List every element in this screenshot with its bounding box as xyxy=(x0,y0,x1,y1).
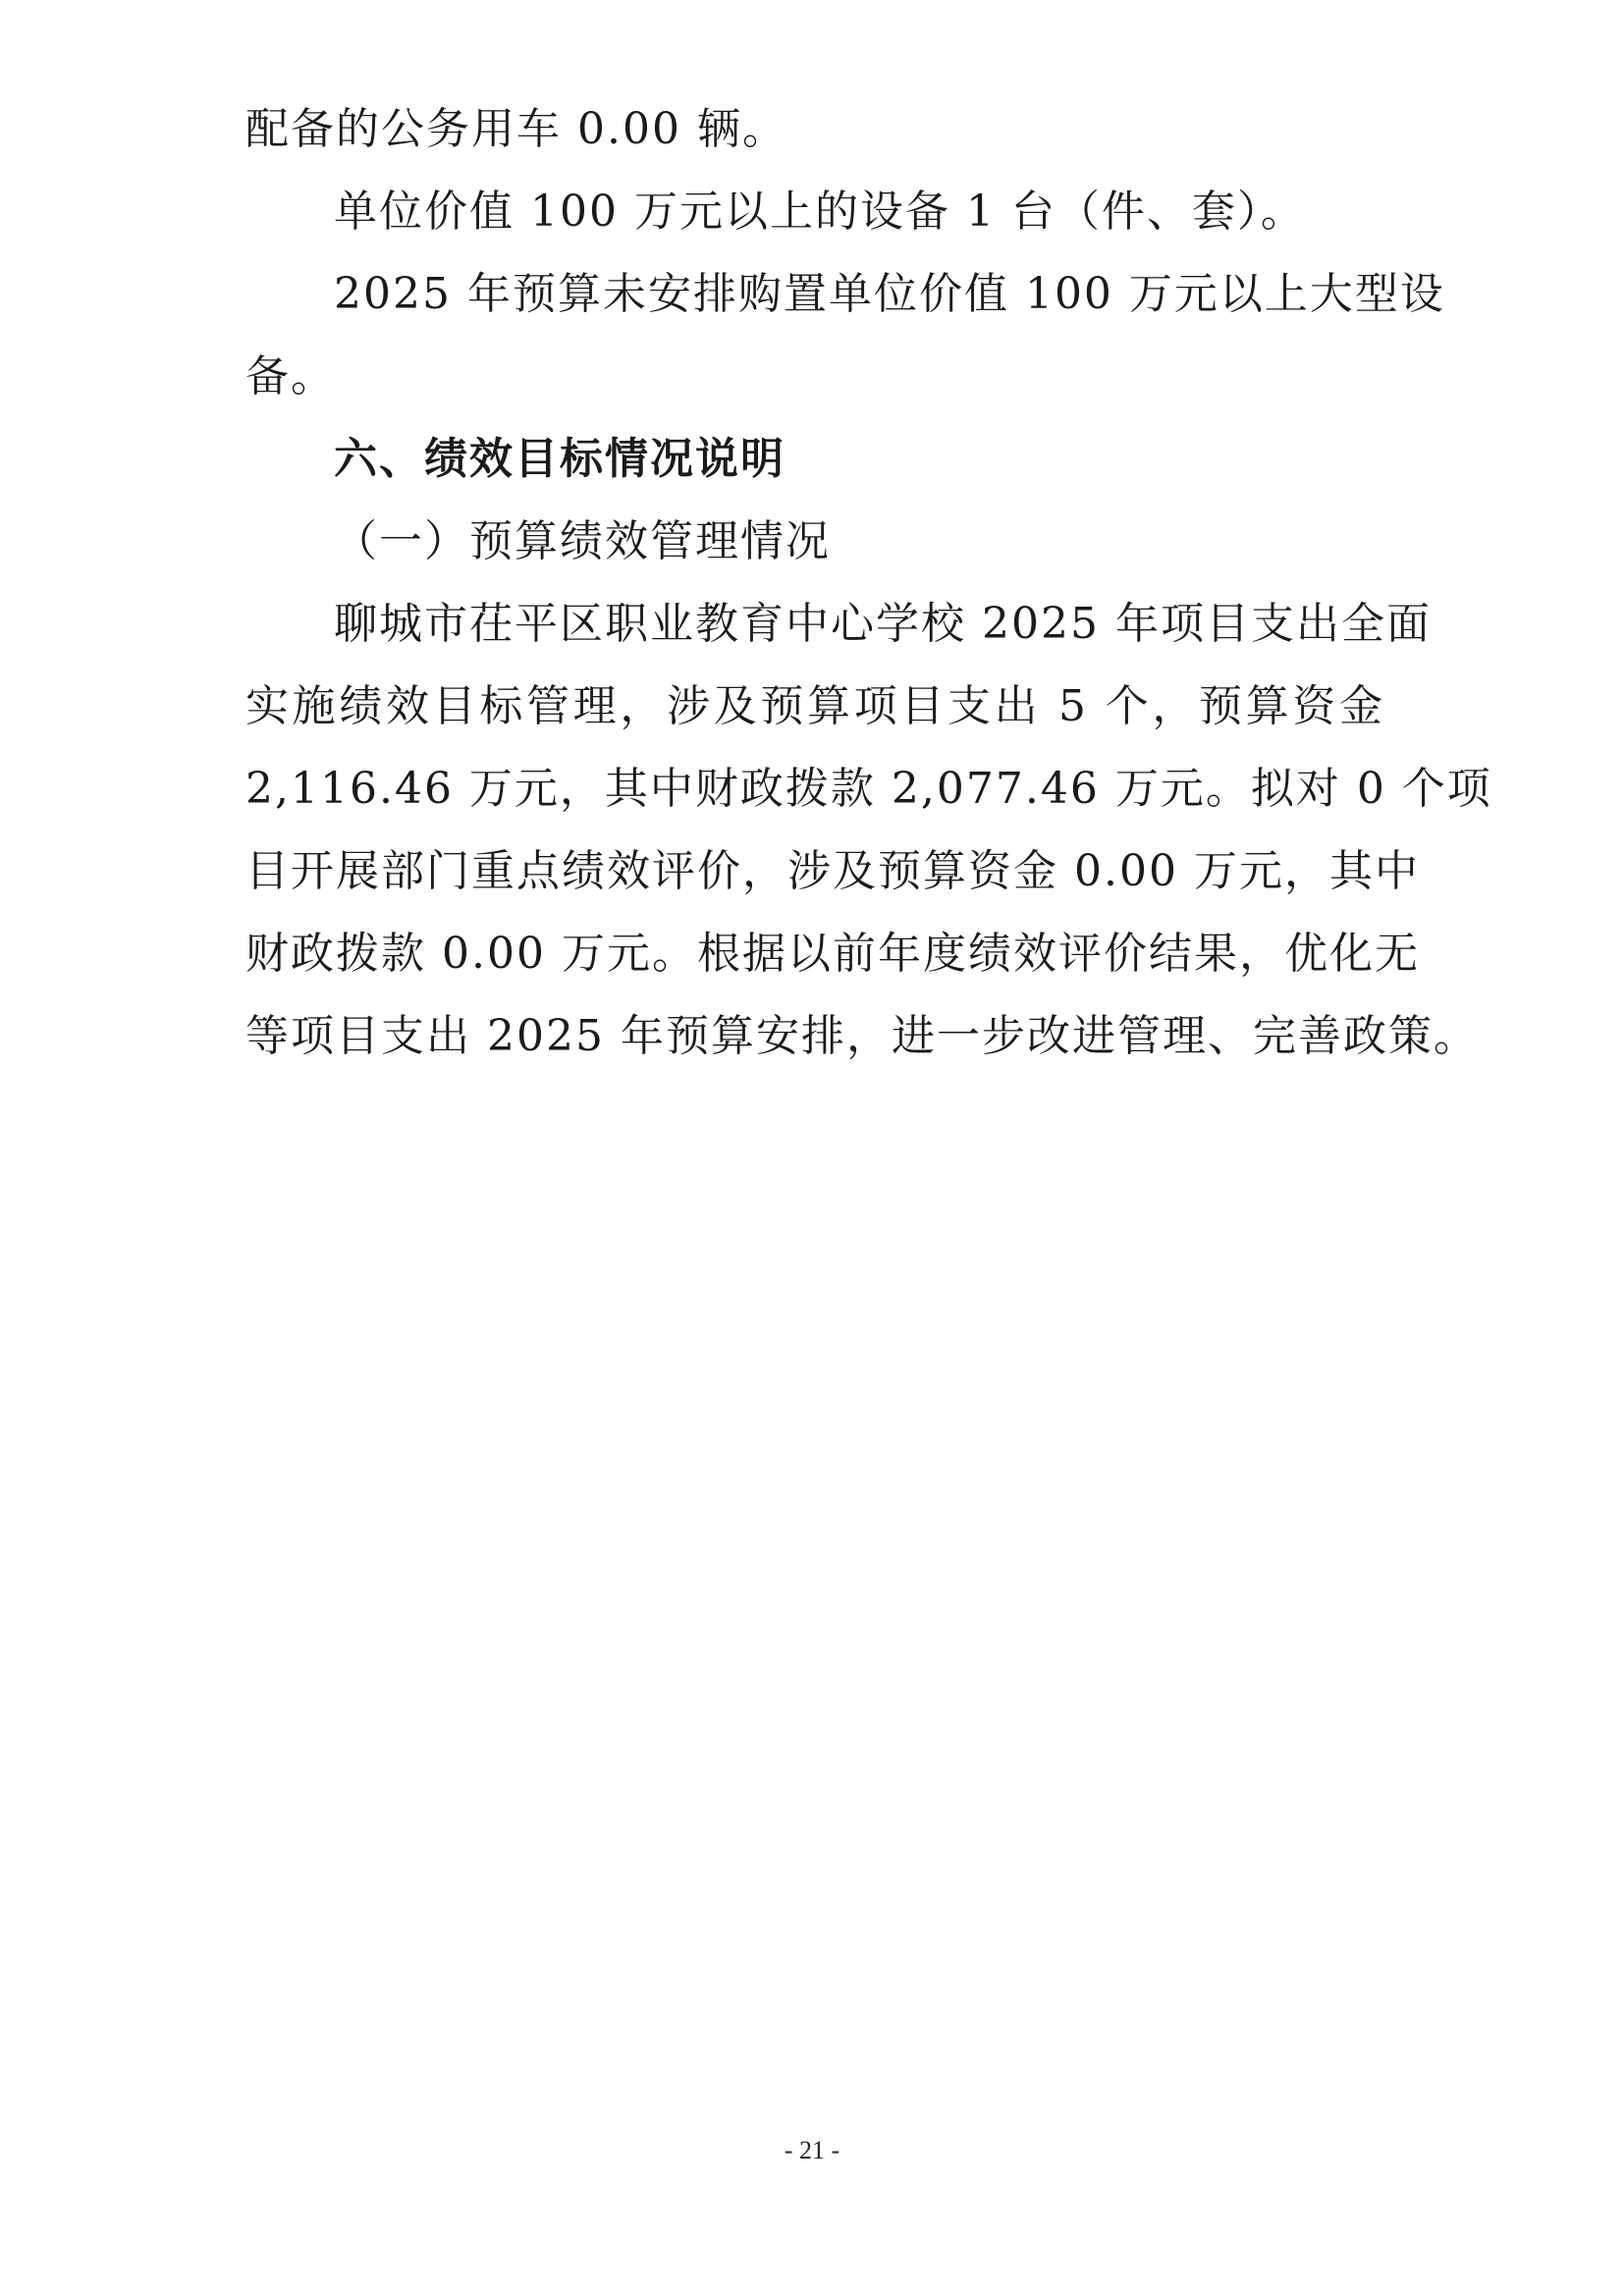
text-line-equipment: 单位价值 100 万元以上的设备 1 台（件、套）。 xyxy=(334,187,1306,237)
section-heading: 六、绩效目标情况说明 xyxy=(334,434,785,484)
paragraph-line: 实施绩效目标管理，涉及预算项目支出 5 个，预算资金 xyxy=(245,681,1384,731)
paragraph-line: 财政拨款 0.00 万元。根据以前年度绩效评价结果，优化无 xyxy=(245,929,1420,979)
page-number: - 21 - xyxy=(784,2136,840,2164)
subsection-heading: （一）预算绩效管理情况 xyxy=(334,516,831,566)
text-line-budget-equipment-end: 备。 xyxy=(245,351,336,401)
text-line-budget-equipment: 2025 年预算未安排购置单位价值 100 万元以上大型设 xyxy=(334,269,1445,319)
text-line-vehicles: 配备的公务用车 0.00 辆。 xyxy=(245,104,787,154)
paragraph-line: 2,116.46 万元，其中财政拨款 2,077.46 万元。拟对 0 个项 xyxy=(245,764,1492,814)
paragraph-line: 等项目支出 2025 年预算安排，进一步改进管理、完善政策。 xyxy=(245,1011,1479,1061)
paragraph-line: 目开展部门重点绩效评价，涉及预算资金 0.00 万元，其中 xyxy=(245,846,1420,896)
paragraph-line: 聊城市茌平区职业教育中心学校 2025 年项目支出全面 xyxy=(334,599,1432,649)
